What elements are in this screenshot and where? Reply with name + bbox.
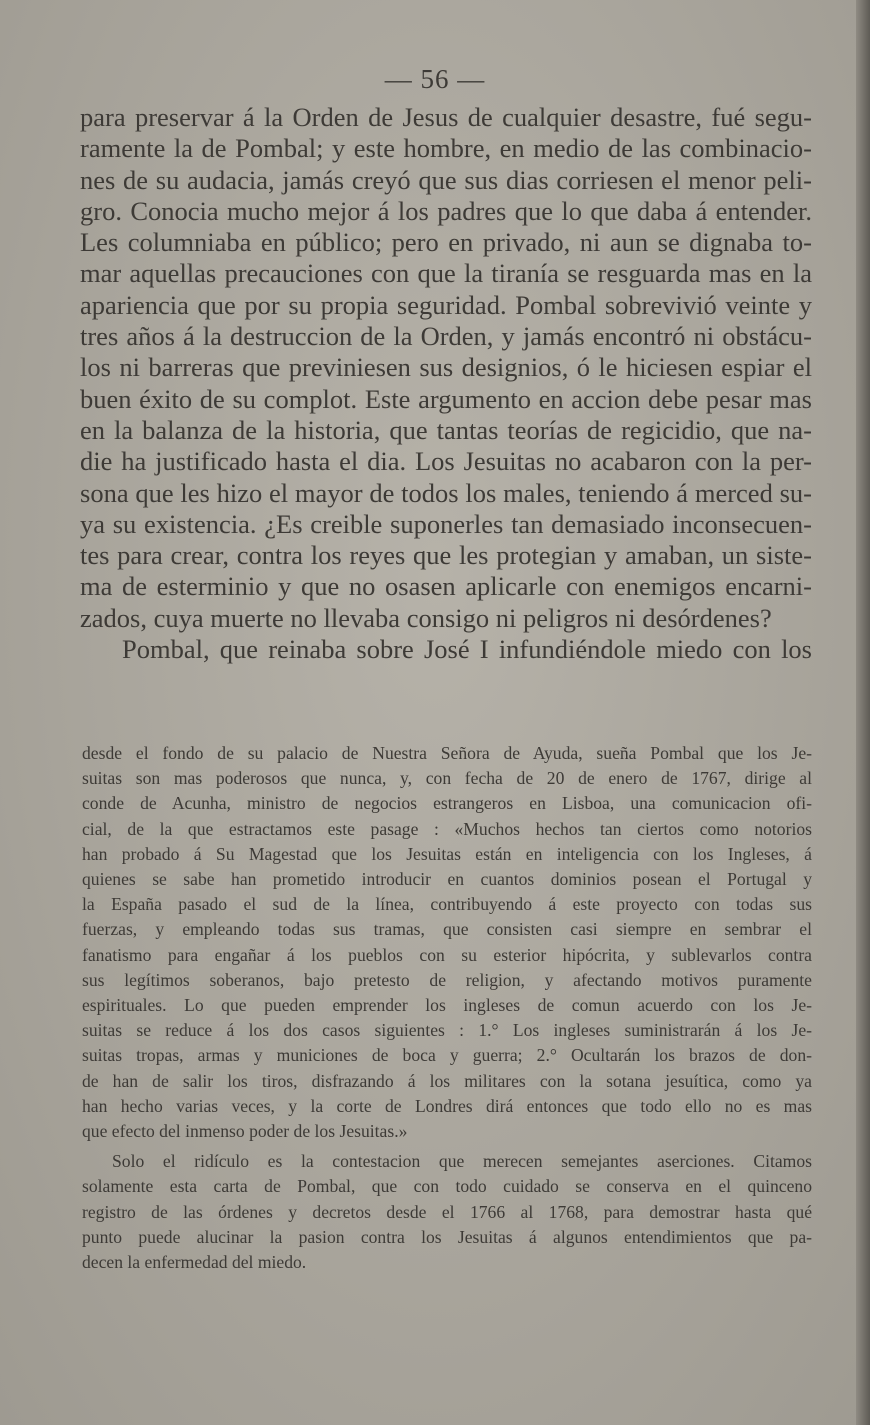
main-text-line: mar aquellas precauciones con que la tiranía se resguarda mas en la [80, 258, 812, 289]
main-text-line: apariencia que por su propia seguridad. Pombal sobrevivió veinte y [80, 289, 812, 320]
footnote-line: espirituales. Lo que pueden emprender los ingleses de comun acuerdo con los Je- [82, 995, 812, 1016]
main-text-line: Les columniaba en público; pero en privado, ni aun se dignaba to- [80, 227, 812, 258]
main-text [80, 102, 812, 665]
footnote-line: cial, de la que estractamos este pasage : «Muchos hechos tan ciertos como notorios [82, 818, 812, 839]
main-text-line: ma de esterminio y que no osasen aplicarle con enemigos encarni- [80, 571, 812, 602]
main-text-line: para preservar á la Orden de Jesus de cualquier desastre, fué segu- [80, 102, 812, 132]
footnote-line: punto puede alucinar la pasion contra los Jesuitas á algunos entendimientos que pa- [82, 1226, 812, 1247]
main-text-line: Pombal, que reinaba sobre José I infundiéndole miedo con los [122, 634, 812, 665]
main-text-line: los ni barreras que previniesen sus designios, ó le hiciesen espiar el [80, 352, 812, 383]
footnote-line: suitas son mas poderosos que nunca, y, con fecha de 20 de enero de 1767, dirige al [82, 768, 812, 789]
main-text-line: tes para crear, contra los reyes que les protegian y amaban, un siste- [80, 540, 812, 571]
main-text-line: tres años á la destruccion de la Orden, y jamás encontró ni obstácu- [80, 321, 812, 352]
footnote-line: quienes se sabe han prometido introducir en cuantos dominios posean el Portugal y [82, 869, 812, 890]
footnote-line: fuerzas, y empleando todas sus tramas, que consisten casi siempre en sembrar el [82, 919, 812, 940]
main-text-line: sona que les hizo el mayor de todos los males, teniendo á merced su- [80, 477, 812, 508]
footnote-line: desde el fondo de su palacio de Nuestra Señora de Ayuda, sueña Pombal que los Je- [82, 743, 812, 763]
footnote-line: de han de salir los tiros, disfrazando á los militares con la sotana jesuítica, como ya [82, 1070, 812, 1091]
footnote-line: suitas se reduce á los dos casos siguientes : 1.° Los ingleses suministrarán á los Je- [82, 1020, 812, 1041]
footnote-commentary [82, 1149, 812, 1275]
main-text-line: ya su existencia. ¿Es creible suponerles tan demasiado inconsecuen- [80, 508, 812, 539]
main-text-line: gro. Conocia mucho mejor á los padres que lo que daba á entender. [80, 195, 812, 226]
page-number: — 56 — [384, 64, 486, 94]
footnote-line: fanatismo para engañar á los pueblos con su esterior hipócrita, y sublevarlos contra [82, 944, 812, 965]
main-text-line: ramente la de Pombal; y este hombre, en medio de las combinacio- [80, 133, 812, 164]
footnote-line: registro de las órdenes y decretos desde el 1766 al 1768, para demostrar hasta qué [82, 1201, 812, 1222]
footnote-line: solamente esta carta de Pombal, que con todo cuidado se conserva en el quinceno [82, 1176, 812, 1197]
main-text-line: en la balanza de la historia, que tantas teorías de regicidio, que na- [80, 414, 812, 445]
footnote-line: que efecto del inmenso poder de los Jesuitas.» [82, 1121, 408, 1142]
footnote-line: suitas tropas, armas y municiones de boca y guerra; 2.° Ocultarán los brazos de don- [82, 1045, 812, 1066]
main-text-line: nes de su audacia, jamás creyó que sus dias corriesen el menor peli- [80, 164, 812, 195]
footnote [82, 741, 812, 1275]
page-spine-shadow [856, 0, 870, 1425]
footnote-line: conde de Acunha, ministro de negocios estrangeros en Lisboa, una comunicacion ofi- [82, 793, 812, 814]
footnote-line: decen la enfermedad del miedo. [82, 1252, 307, 1273]
footnote-line: Solo el ridículo es la contestacion que merecen semejantes aserciones. Citamos [112, 1151, 812, 1172]
footnote-line: han probado á Su Magestad que los Jesuitas están en inteligencia con los Ingleses, á [82, 843, 812, 864]
main-text-line: buen éxito de su complot. Este argumento en accion debe pesar mas [80, 383, 812, 414]
footnote-line: sus legítimos soberanos, bajo pretesto de religion, y afectando motivos puramente [82, 969, 812, 990]
footnote-line: la España pasado el sud de la línea, contribuyendo á este proyecto con todas sus [82, 894, 812, 915]
main-text-line: die ha justificado hasta el dia. Los Jesuitas no acabaron con la per- [80, 446, 812, 477]
main-text-line: zados, cuya muerte no llevaba consigo ni peligros ni desórdenes? [80, 602, 772, 633]
footnote-line: han hecho varias veces, y la corte de Londres dirá entonces que todo ello no es mas [82, 1095, 812, 1116]
